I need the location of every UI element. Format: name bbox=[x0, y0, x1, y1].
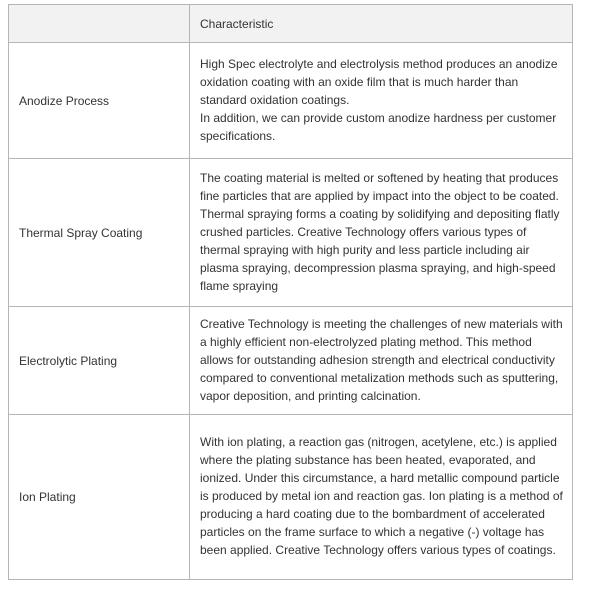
header-cell-characteristic: Characteristic bbox=[190, 5, 573, 43]
table-header-row bbox=[9, 5, 573, 43]
characteristic-text: The coating material is melted or softened by heating that produces fine particles that are applied by impact into the object to be coated. Thermal spraying forms a coating by solidifying and depositing flatly crushed particles. Creative Technology offers various types of thermal spraying with high purity and less particle including air plasma spraying, decompression plasma spraying, and high-speed flame spraying bbox=[200, 170, 560, 293]
process-name-cell: Electrolytic Plating bbox=[9, 307, 190, 415]
table-row bbox=[9, 159, 573, 307]
characteristic-text: In addition, we can provide custom anodize hardness per customer specifications. bbox=[200, 110, 557, 143]
characteristic-cell bbox=[190, 415, 573, 580]
coating-characteristics-table bbox=[8, 4, 573, 580]
table-row bbox=[9, 307, 573, 415]
process-name-cell: Thermal Spray Coating bbox=[9, 159, 190, 307]
characteristic-text: Creative Technology is meeting the challenges of new materials with a highly efficient non-electrolyzed plating method. This method allows for outstanding adhesion strength and electrical conductivity compared to conventional metalization methods such as sputtering, vapor deposition, and printing calcination. bbox=[200, 316, 563, 403]
table-row bbox=[9, 415, 573, 580]
header-cell-empty bbox=[9, 5, 190, 43]
characteristic-cell bbox=[190, 307, 573, 415]
characteristic-cell bbox=[190, 159, 573, 307]
process-name-cell: Ion Plating bbox=[9, 415, 190, 580]
characteristic-text: High Spec electrolyte and electrolysis method produces an anodize oxidation coating with an oxide film that is much harder than standard oxidation coatings. bbox=[200, 56, 558, 107]
table-row bbox=[9, 43, 573, 159]
characteristic-text: With ion plating, a reaction gas (nitrogen, acetylene, etc.) is applied where the plating substance has been heated, evaporated, and ionized. Under this circumstance, a hard metallic compound particle is produced by metal ion and reaction gas. Ion plating is a method of producing a hard coating due to the bombardment of accelerated particles on the frame surface to which a negative (-) voltage has been applied. Creative Technology offers various types of coatings. bbox=[200, 435, 563, 557]
process-name-cell: Anodize Process bbox=[9, 43, 190, 159]
characteristic-cell bbox=[190, 43, 573, 159]
coating-table-container bbox=[8, 4, 572, 580]
